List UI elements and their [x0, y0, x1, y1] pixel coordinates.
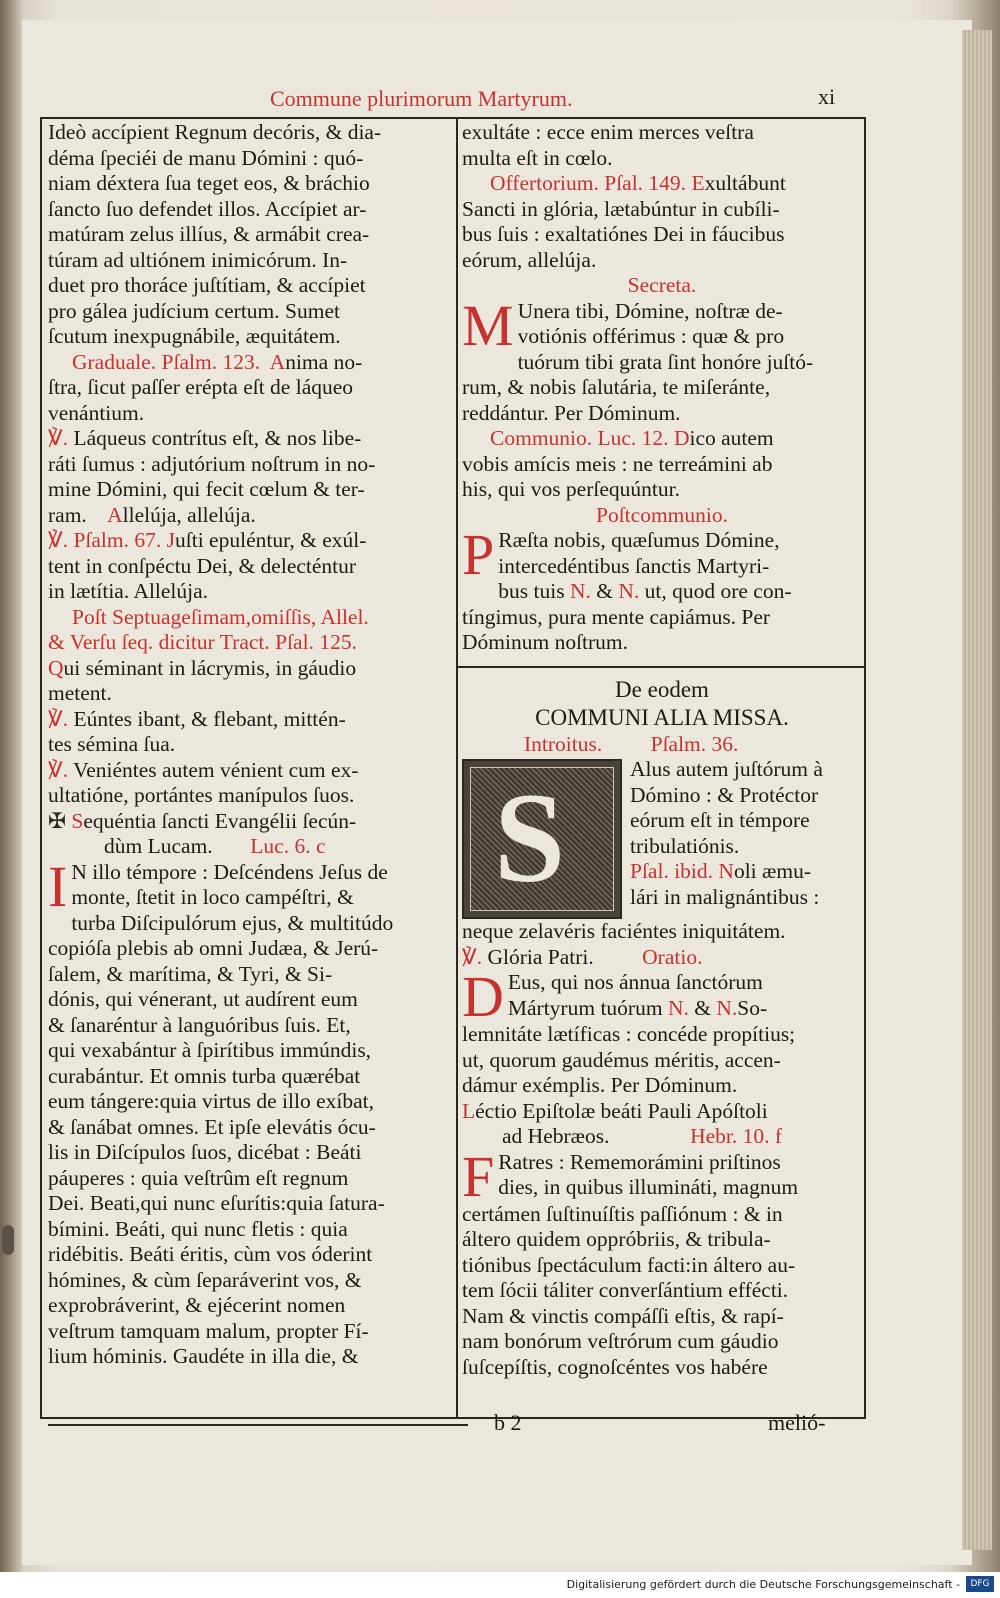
- gospel-title: equéntia ſancti Evangélii ſecún-: [83, 808, 357, 833]
- tract-verse-text: Eúntes ibant, & flebant, mittén-: [73, 706, 346, 731]
- right-column: [462, 120, 862, 1380]
- text-line: venántium.: [48, 400, 145, 425]
- text-line: ut, quorum gaudémus méritis, accen-: [462, 1047, 781, 1072]
- communio-label: Communio. Luc. 12.: [490, 426, 669, 450]
- text-line: lemnitáte lætíficas : concéde propítius;: [462, 1022, 796, 1046]
- running-title: Commune plurimorum Martyrum.: [270, 86, 573, 111]
- text-line: ſcutum inexpugnábile, æquitátem.: [48, 324, 341, 348]
- text-line: niam déxtera ſua teget eos, & bráchio: [48, 171, 370, 195]
- introitus-heading: [462, 732, 862, 758]
- text-line: tuórum tibi grata ſint honóre juſtó-: [517, 349, 814, 374]
- dfg-logo-icon: DFG: [966, 1576, 994, 1592]
- graduale-line: [48, 350, 448, 376]
- text-line: hómines, & cùm ſeparáverint vos, &: [48, 1267, 362, 1292]
- postcommunio-title: Poſtcommunio.: [596, 502, 728, 527]
- psal-line: [630, 859, 862, 885]
- text-fragment: &: [596, 579, 613, 603]
- offertory-text: xultábunt: [704, 171, 786, 195]
- versicle-sign: ℣.: [48, 757, 69, 782]
- epistle-text: [462, 1150, 862, 1202]
- lectio-initial: L: [462, 1098, 476, 1123]
- text-line: intercedéntibus ſanctis Martyri-: [498, 553, 770, 578]
- folio-number: xi: [818, 84, 836, 109]
- text-line: copióſa plebis ab omni Judæa, & Jerú-: [48, 936, 379, 960]
- oratio-text: [462, 970, 862, 1022]
- text-line: ſtra, ſicut paſſer erépta eſt de láqueo: [48, 375, 354, 399]
- communio-text: ico autem: [689, 426, 774, 450]
- text-line: Ratres : Rememorámini priſtinos: [498, 1149, 781, 1174]
- offertory-label: Offertorium. Pſal. 149.: [490, 171, 687, 195]
- communio-line: [462, 426, 862, 452]
- text-line: vobis amícis meis : ne terreámini ab: [462, 451, 773, 476]
- text-line: & ſanábat omnes. Et ipſe elevátis ócu-: [48, 1114, 376, 1139]
- gospel-initial: S: [71, 808, 84, 833]
- secreta-text: [462, 299, 862, 427]
- graduale-initial: A: [269, 349, 286, 374]
- text-line: páuperes : quia veſtrûm eſt regnum: [48, 1165, 349, 1190]
- text-line: ſalem, & marítima, & Tyri, & Si-: [48, 961, 333, 986]
- text-line: veſtrum tamquam malum, propter Fí-: [48, 1318, 369, 1343]
- text-line: exprobráverint, & ejécerint nomen: [48, 1293, 346, 1317]
- versicle2-text: uſti epuléntur, & exúl-: [175, 528, 367, 552]
- text-line: eum tángere:quia virtus de illo exíbat,: [48, 1089, 374, 1113]
- text-line: dies, in quibus illumináti, magnum: [498, 1175, 799, 1199]
- gospel-title-2: dùm Lucam.: [104, 834, 213, 858]
- text-line: pro gálea judícium certum. Sumet: [48, 298, 340, 323]
- text-line: dónis, qui vénerant, ut audírent eum: [48, 987, 358, 1011]
- gospel-heading-2: [48, 834, 448, 860]
- text-line: [498, 579, 862, 605]
- text-line: Ideò accípient Regnum decóris, & dia-: [48, 120, 382, 144]
- section-title: COMMUNI ALIA MISSA.: [535, 704, 789, 730]
- text-fragment: bus tuis: [498, 579, 565, 603]
- text-line: Ræſta nobis, quæſumus Dómine,: [498, 528, 780, 552]
- text-line: Unera tibi, Dómine, noſtræ de-: [517, 298, 783, 323]
- name-placeholder: N.: [618, 579, 640, 603]
- lectio-title: éctio Epiſtolæ beáti Pauli Apóſtoli: [475, 1098, 768, 1123]
- psal-label: Pſal. ibid.: [630, 859, 714, 883]
- tract-verse: [48, 758, 448, 784]
- introitus-label: Introitus.: [524, 731, 603, 756]
- versicle-sign: ℣.: [48, 426, 69, 450]
- introitus-text: [462, 757, 862, 919]
- text-line: ultatióne, portántes manípulos ſuos.: [48, 783, 355, 807]
- text-line: tíngimus, pura mente capiámus. Per: [462, 604, 771, 629]
- gloria-text: Glória Patri.: [487, 944, 594, 969]
- text-line: túram ad ultiónem inimicórum. In-: [48, 247, 348, 272]
- text-line: metent.: [48, 681, 112, 705]
- text-line: tiónibus ſpectáculum facti:in áltero au-: [462, 1252, 796, 1277]
- text-line: votiónis offérimus : quæ & pro: [517, 324, 785, 348]
- woodcut-letter: S: [494, 767, 566, 909]
- versicle-sign: ℣.: [48, 706, 69, 731]
- text-line: & ſanaréntur à languóribus ſuis. Et,: [48, 1012, 351, 1037]
- gloria-line: [462, 945, 862, 971]
- text-line: ridébitis. Beáti éritis, cùm vos óderint: [48, 1242, 373, 1266]
- alleluia-text: llelúja, allelúja.: [122, 502, 256, 527]
- text-line: lium hóminis. Gaudéte in illa die, &: [48, 1344, 359, 1368]
- alleluia-line: [48, 503, 448, 529]
- secreta-title: Secreta.: [627, 273, 697, 297]
- rubric-line: & Verſu ſeq. dicitur Tract. Pſal. 125.: [48, 630, 357, 654]
- text-line: áltero quidem oppróbriis, & tribula-: [462, 1227, 771, 1251]
- column-divider: [456, 117, 458, 1419]
- text-line: dámur exémplis. Per Dóminum.: [462, 1073, 738, 1097]
- text-line: his, qui vos perſequúntur.: [462, 477, 680, 501]
- text-line: multa eſt in cœlo.: [462, 145, 613, 170]
- versicle-text: Láqueus contrítus eſt, & nos libe-: [73, 426, 362, 450]
- left-column: [48, 120, 448, 1370]
- text-line: Dómino : & Protéctor: [630, 782, 819, 807]
- text-line: ſancto ſuo defendet illos. Accípiet ar-: [48, 196, 367, 221]
- text-line: Nam & vinctis compáſſi eſtis, & rapí-: [462, 1303, 784, 1328]
- text-line: tes sémina ſua.: [48, 732, 176, 756]
- text-line: neque zelavéris faciéntes iniquitátem.: [462, 919, 786, 943]
- text-line: eórum eſt in témpore: [630, 808, 810, 832]
- text-line: Dóminum noſtrum.: [462, 630, 629, 654]
- cross-ornament-icon: ✠: [48, 808, 67, 833]
- text-fragment: &: [694, 995, 711, 1020]
- text-line: tem ſócii táliter converſántium effécti.: [462, 1278, 789, 1302]
- text-line: Eus, qui nos ánnua ſanctórum: [507, 970, 763, 994]
- text-line: curabántur. Et omnis turba quærébat: [48, 1063, 361, 1088]
- gospel-ref: Luc. 6. c: [250, 834, 326, 858]
- versicle-line: [48, 528, 448, 554]
- text-line: tribulatiónis.: [630, 833, 740, 858]
- lectio-title-2: ad Hebræos.: [502, 1124, 610, 1148]
- gospel-text: [48, 860, 448, 1370]
- tract-verse: [48, 707, 448, 733]
- name-placeholder: N.: [569, 579, 591, 603]
- text-line: duet pro thoráce juſtítiam, & accípiet: [48, 273, 366, 297]
- drop-cap: M: [462, 298, 514, 358]
- text-line: [508, 996, 862, 1022]
- signature-mark: b 2: [494, 1410, 522, 1435]
- psal-initial: N: [718, 859, 734, 883]
- text-line: Alus autem juſtórum à: [630, 757, 823, 781]
- alleluia-initial: A: [107, 502, 123, 527]
- text-line: matúram zelus illíus, & armábit crea-: [48, 222, 370, 246]
- text-line: ráti ſumus : adjutórium noſtrum in no-: [48, 451, 376, 476]
- text-line: Sancti in glória, lætabúntur in cubíli-: [462, 196, 780, 221]
- versicle-line: [48, 426, 448, 452]
- drop-cap: D: [462, 970, 504, 1022]
- text-line: lári in malignántibus :: [630, 884, 820, 909]
- oratio-title: Oratio.: [642, 944, 703, 969]
- drop-cap: F: [462, 1149, 495, 1202]
- text-fragment: ut, quod ore con-: [644, 579, 792, 603]
- text-line: déma ſpeciéi de manu Dómini : quó-: [48, 145, 364, 170]
- rubric-line: Poſt Septuageſimam,omiſſis, Allel.: [72, 604, 369, 629]
- postcommunio-text: [462, 528, 862, 605]
- text-line: tent in conſpéctu Dei, & delecténtur: [48, 553, 357, 578]
- tract-text: ui séminant in lácrymis, in gáudio: [63, 655, 357, 680]
- section-subtitle: De eodem: [615, 676, 709, 702]
- alleluia-prefix: ram.: [48, 502, 87, 527]
- gospel-heading: [48, 809, 448, 835]
- text-line: bus ſuis : exaltatiónes Dei in fáucibus: [462, 222, 785, 246]
- text-line: N illo témpore : Deſcéndens Jeſus de: [71, 859, 388, 884]
- text-line: certámen ſuſtinuíſtis paſſiónum : & in: [462, 1201, 783, 1226]
- psal-text: oli æmu-: [733, 859, 811, 883]
- lectio-ref: Hebr. 10. f: [690, 1124, 783, 1148]
- text-fragment: Mártyrum tuórum: [507, 995, 663, 1020]
- binding-mark: [2, 1225, 14, 1255]
- versicle-sign: ℣.: [462, 944, 483, 969]
- tract-line: [48, 656, 448, 682]
- text-line: lis in Diſcípulos ſuos, dicébat : Beáti: [48, 1140, 362, 1164]
- graduale-label: Graduale. Pſalm. 123.: [72, 349, 261, 374]
- graduale-text: nima no-: [285, 349, 363, 374]
- text-line: rum, & nobis ſalutária, te miſeránte,: [462, 375, 771, 399]
- drop-cap: P: [462, 528, 495, 587]
- text-line: Dei. Beati,qui nunc eſurítis:quia ſatura-: [48, 1191, 385, 1215]
- lectio-heading: [462, 1099, 862, 1125]
- text-line: exultáte : ecce enim merces veſtra: [462, 120, 754, 144]
- communio-initial: D: [673, 426, 690, 450]
- text-line: in lætítia. Allelúja.: [48, 579, 209, 603]
- versicle2-initial: J: [166, 528, 176, 552]
- text-line: monte, ſtetit in loco campéſtri, &: [71, 885, 354, 909]
- text-line: ſuſcepíſtis, cognoſcéntes vos habére: [462, 1354, 768, 1379]
- tract-verse-text: Veniéntes autem vénient cum ex-: [73, 757, 359, 782]
- lectio-heading-2: [462, 1124, 862, 1150]
- catchword: melió-: [768, 1410, 826, 1435]
- offertory-initial: E: [691, 171, 705, 195]
- tract-initial: Q: [48, 655, 64, 680]
- woodcut-initial-image: [462, 759, 622, 919]
- introitus-ref: Pſalm. 36.: [650, 731, 739, 756]
- text-fragment: So-: [737, 995, 768, 1020]
- text-line: mine Dómini, qui fecit cœlum & ter-: [48, 477, 365, 501]
- credit-text: Digitalisierung gefördert durch die Deutsche Forschungsgemeinschaft -: [566, 1578, 960, 1591]
- text-line: eórum, allelúja.: [462, 247, 597, 272]
- digitization-credit-bar: [0, 1572, 1000, 1598]
- offertory-line: [462, 171, 862, 197]
- bottom-rule: [48, 1424, 468, 1426]
- text-line: turba Diſcipulórum ejus, & multitúdo: [71, 910, 394, 935]
- text-line: reddántur. Per Dóminum.: [462, 400, 681, 425]
- page-edges: [962, 30, 992, 1550]
- text-line: qui vexabántur à ſpirítibus immúndis,: [48, 1038, 372, 1062]
- text-line: bímini. Beáti, qui nunc fletis : quia: [48, 1216, 348, 1241]
- text-line: nam bonórum veſtrórum cum gáudio: [462, 1329, 779, 1353]
- name-placeholder: N.: [716, 995, 738, 1020]
- versicle2-label: ℣. Pſalm. 67.: [48, 528, 162, 552]
- drop-cap: I: [48, 859, 68, 919]
- name-placeholder: N.: [667, 995, 689, 1020]
- section-rule: [458, 666, 866, 668]
